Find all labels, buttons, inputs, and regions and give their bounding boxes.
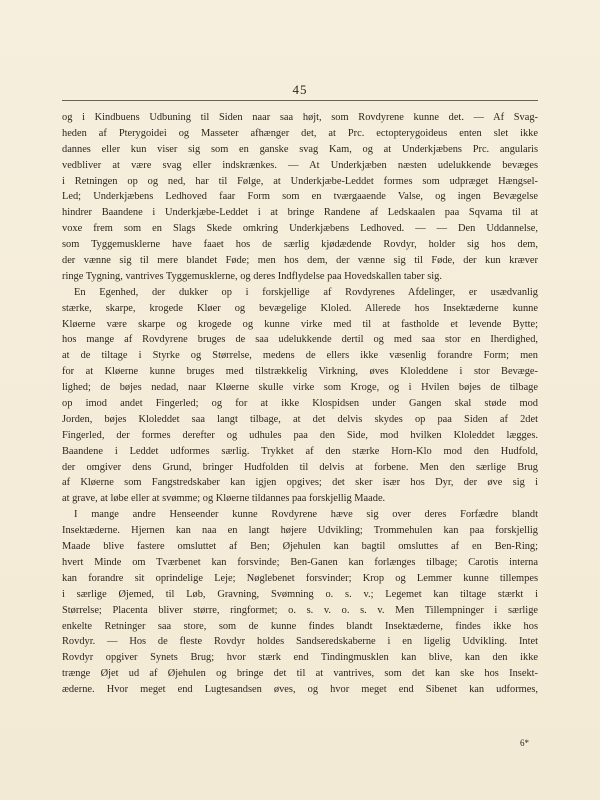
text-line: hvert Minde om Tværbenet kan forsvinde; Ben-Ganen kan forlænges tilbage; Carotis interna [62,556,538,568]
text-line: ringe Tygning, vantrives Tyggemusklerne, og deres Indflydelse paa Hovedskallen taber sig. [62,270,442,282]
body-text [62,110,538,698]
text-line: at grave, at løbe eller at svømme; og Kløerne tildannes paa forskjellig Maade. [62,493,386,505]
text-line: Led; Underkjæbens Ledhoved faar Form som en tværgaaende Valse, og ingen Bevægelse [62,191,538,203]
text-line: stærke, skarpe, krogede Kløer og bevægelige Kloled. Allerede hos Insektæderne kunne [62,302,538,314]
text-line: i særlige Øjemed, til Løb, Gravning, Svømning o. s. v.; Legemet kan tiltage stærkt i [62,588,538,600]
text-line: Jorden, bøjes Kloleddet saa langt tilbage, at det delvis skydes op paa Siden af 2det [62,413,538,425]
text-line: for at Kløerne kunne bruges med tilstrækkelig Virkning, øves Kloleddene i stor Bevæge- [62,366,538,378]
text-line: trænge Øjet ud af Øjehulen og bringe det til at vantrives, som det kan ske hos Insekt- [62,668,538,680]
signature-mark: 6* [520,738,529,748]
text-line: Insektæderne. Hjernen kan naa en langt højere Udvikling; Trommehulen kan paa forskjellig [62,525,538,537]
text-line: i Retningen op og ned, har til Følge, at Underkjæbe-Leddet formes som udpræget Hængsel- [62,175,538,187]
header-rule [62,100,538,101]
text-line: En Egenhed, der dukker op i forskjellige af Rovdyrenes Afdelinger, er usædvanlig [74,286,538,298]
text-line: op imod andet Fingerled; og for at ikke Klospidsen under Gangen skal støde mod [62,398,538,410]
text-line: Fingerled, der formes derefter og udhules paa den Side, mod hvilken Kloleddet lægges. [62,429,538,441]
text-line: Rovdyr. — Hos de fleste Rovdyr holdes Sandseredskaberne i en ligelig Udvikling. Intet [62,636,538,648]
text-line: hindrer Baandene i Underkjæbe-Leddet i at bringe Randene af Ledskaalen paa Sqvama til at [62,207,538,219]
text-line: voxe frem som en Slags Skede omkring Underkjæbens Ledhoved. — — Den Uddannelse, [62,223,538,235]
text-line: Rovdyr opgiver Synets Brug; hvor stærk end Tindingmusklen kan blive, kan den ikke [62,652,538,664]
text-line: Kløerne være skarpe og krogede og kunne virke med til at fastholde et levende Bytte; [62,318,538,330]
text-line: der omgiver dens Grund, bringer Hudfolden til delvis at forbene. Men den særlige Brug [62,461,538,473]
text-line: hos mange af Rovdyrene bruges de saa udelukkende dertil og med saa stor en Iherdighed, [62,334,538,346]
page-number: 45 [292,82,308,97]
text-line: heden af Pterygoidei og Masseter afhænger det, at Prc. ectopterygoideus enten slet ikke [62,127,538,139]
text-line: vedbliver at være svag eller indskrænkes. — At Underkjæben næsten udelukkende bevæges [62,159,538,171]
text-line: som Tyggemusklerne have faaet hos de særlig kjødædende Rovdyr, holder sig hos dem, [62,239,538,251]
text-line: Baandene i Leddet udformes særlig. Trykket af den stærke Horn-Klo mod den Hudfold, [62,445,538,457]
text-line: I mange andre Henseender kunne Rovdyrene hæve sig over deres Forfædre blandt [74,509,538,521]
text-line: lighed; de bøjes nedad, naar Kløerne skulle virke som Kroge, og i Hvilen bøjes de tilbage [62,382,538,394]
text-line: af Kløerne som Fangstredskaber kan igjen opgives; det sker især hos Dyr, der øve sig i [62,477,538,489]
text-line: at de tiltage i Styrke og Størrelse, medens de ellers ikke væsenlig forandre Form; men [62,350,538,362]
text-line: og i Kindbuens Udbuning til Siden naar saa højt, som Rovdyrene kunne det. — Af Svag- [62,112,538,123]
text-line: Størrelse; Placenta bliver større, ringformet; o. s. v. o. s. v. Men Tillempninger i særlige [62,604,538,616]
text-line: dannes eller kun viser sig som en ganske svag Kam, og at Underkjæbens Prc. angularis [62,143,538,155]
text-line: enkelte Retninger saa store, som de kunne findes blandt Insektæderne, findes ikke hos [62,620,538,632]
text-line: æderne. Hvor meget end Lugtesandsen øves, og hvor meget end Sibenet kan udformes, [62,684,538,696]
text-line: kan forandre sit oprindelige Leje; Nøglebenet forsvinder; Krop og Lemmer kunne tillempes [62,572,538,584]
text-line: Maade blive fastere omsluttet af Ben; Øjehulen kan bagtil omsluttes af en Ben-Ring; [62,541,538,553]
text-line: der vænne sig til mere blandet Føde; men hos dem, der vænne sig til Føde, der kun kræver [62,255,538,267]
